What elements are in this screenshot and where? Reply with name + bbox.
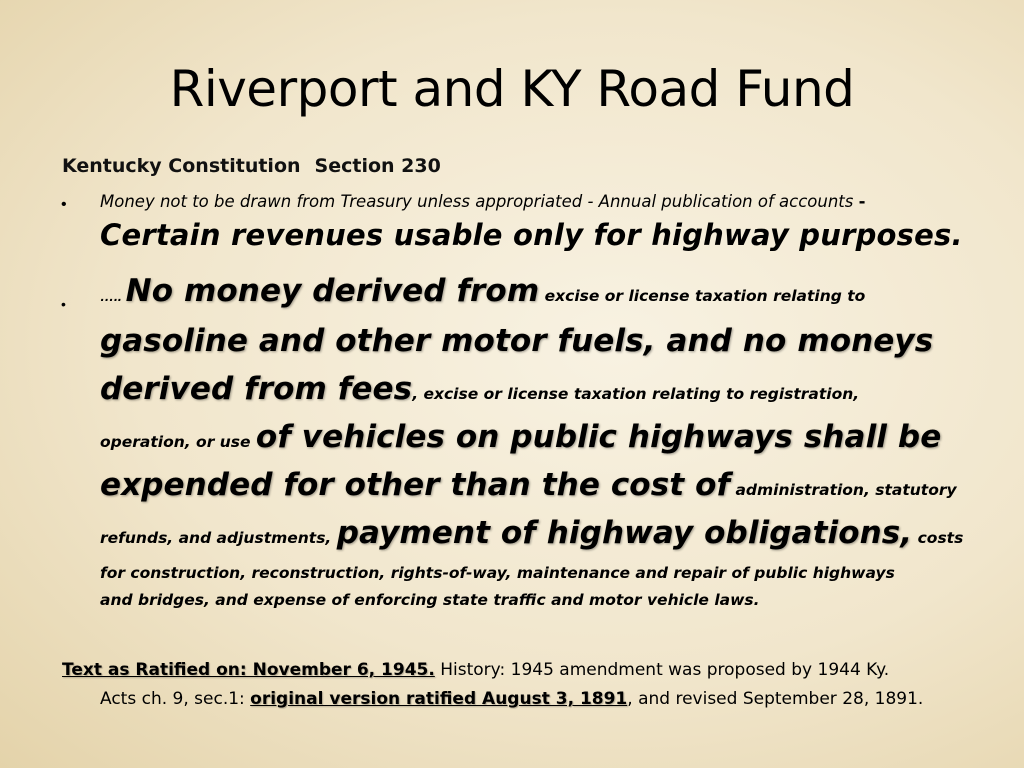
ratification-note — [62, 656, 962, 714]
slide-title: Riverport and KY Road Fund — [169, 60, 855, 118]
quote-emphasis-2: gasoline and other motor fuels, and no moneys — [100, 323, 934, 359]
quote-text-6b: costs — [912, 529, 964, 547]
quote-text-8: and bridges, and expense of enforcing state traffic and motor vehicle laws. — [100, 591, 760, 609]
quote-emphasis-6: payment of highway obligations, — [336, 515, 913, 551]
quote-text-6: refunds, and adjustments, — [100, 529, 337, 547]
quote-line-4 — [100, 419, 980, 470]
original-version-note: original version ratified August 3, 1891 — [250, 689, 628, 709]
bullet1-emphasis: Certain revenues usable only for highway purposes. — [100, 218, 963, 252]
quote-text-7: for construction, reconstruction, rights-of-way, maintenance and repair of public highways — [100, 564, 895, 582]
ellipsis: ….. — [100, 288, 126, 304]
history-line-2 — [62, 685, 962, 714]
quote-text-5: administration, statutory — [730, 481, 957, 499]
quote-text-1: excise or license taxation relating to — [539, 287, 866, 305]
quote-text-4: operation, or use — [100, 433, 256, 451]
history-text-1: History: 1945 amendment was proposed by 1944 Ky. — [434, 660, 890, 680]
quote-emphasis-4: of vehicles on public highways shall be — [255, 419, 942, 455]
history-text-2: Acts ch. 9, sec.1: — [100, 689, 251, 709]
ratified-date-label: Text as Ratified on: November 6, 1945. — [62, 660, 435, 680]
bullet1-summary: Money not to be drawn from Treasury unless appropriated - Annual publication of accounts — [100, 192, 859, 211]
constitution-label: Kentucky Constitution — [62, 155, 301, 177]
quote-line-1 — [100, 273, 980, 326]
quote-line-2 — [100, 323, 980, 374]
history-text-3: , and revised September 28, 1891. — [627, 689, 924, 709]
bullet1-dash: - — [858, 192, 866, 211]
quote-line-8 — [100, 593, 980, 620]
quote-emphasis-1: No money derived from — [125, 273, 540, 309]
section-heading — [62, 155, 441, 177]
quote-text-3: , excise or license taxation relating to registration, — [412, 385, 860, 403]
quote-line-3 — [100, 371, 980, 422]
bullet-paragraph-1 — [100, 192, 980, 252]
quote-line-7 — [100, 566, 980, 593]
quote-emphasis-3: derived from fees — [100, 371, 413, 407]
bullet-paragraph-2 — [100, 273, 980, 620]
bullet-marker-1: • — [61, 196, 67, 213]
quote-line-5 — [100, 467, 980, 518]
quote-line-6 — [100, 515, 980, 566]
section-number: Section 230 — [314, 155, 441, 177]
quote-emphasis-5: expended for other than the cost of — [100, 467, 731, 503]
bullet-marker-2: • — [61, 296, 66, 312]
